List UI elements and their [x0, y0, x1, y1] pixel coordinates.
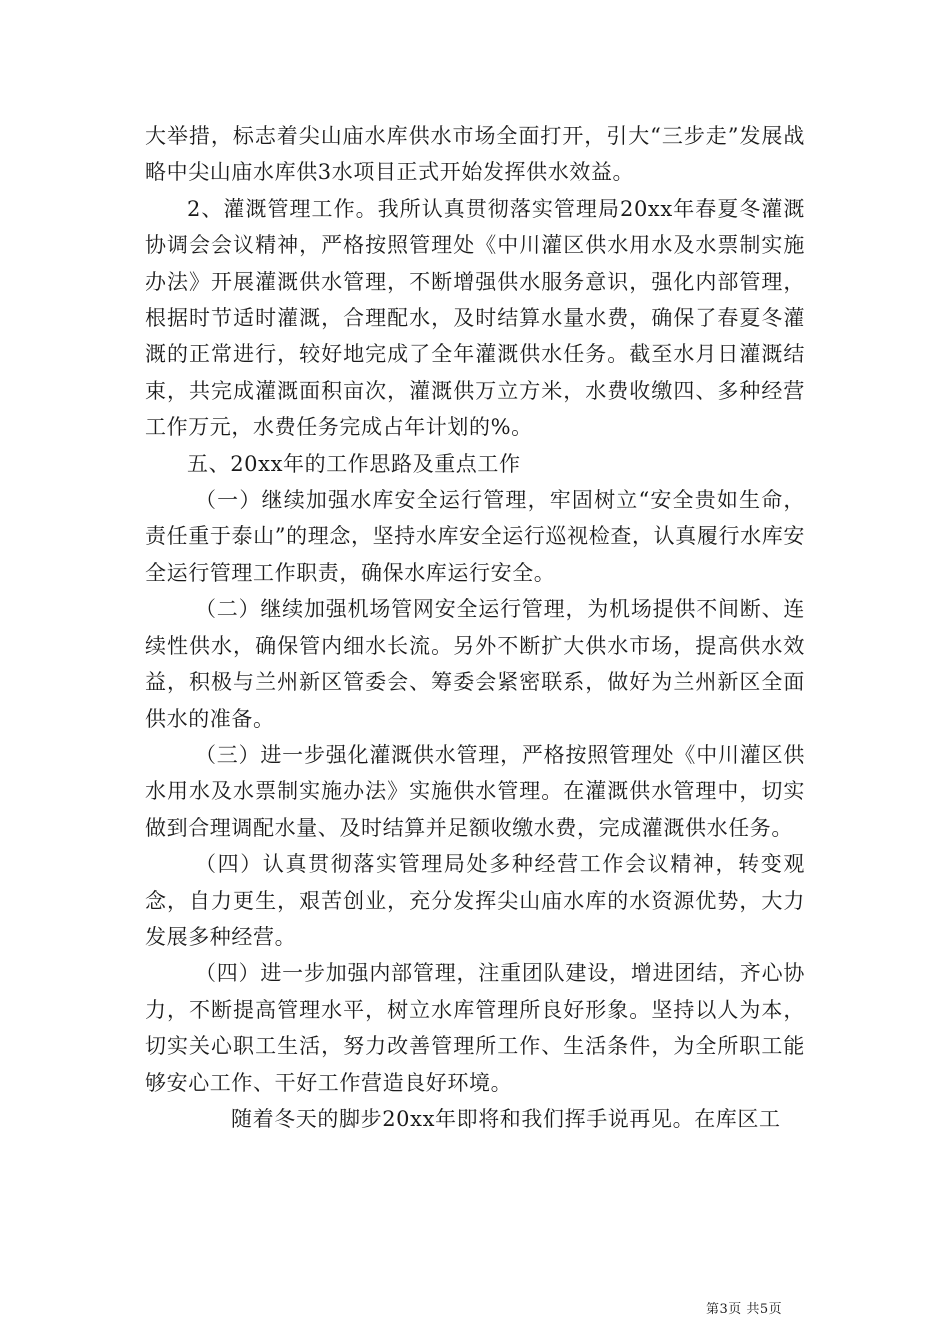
paragraph-closing: 随着冬天的脚步20xx年即将和我们挥手说再见。在库区工 — [231, 1106, 781, 1131]
paragraph-item-3: （三）进一步强化灌溉供水管理，严格按照管理处《中川灌区供水用水及水票制实施办法》实施供水管理。在灌溉供水管理中，切实做到合理调配水量、及时结算并足额收缴水费，完成灌溉供水任务。 — [145, 742, 805, 840]
document-body — [145, 118, 805, 1137]
paragraph-item-5: （四）进一步加强内部管理，注重团队建设，增进团结，齐心协力，不断提高管理水平，树立水库管理所良好形象。坚持以人为本，切实关心职工生活，努力改善管理所工作、生活条件，为全所职工能够安心工作、干好工作营造良好环境。 — [145, 961, 805, 1095]
paragraph-continuation: 大举措，标志着尖山庙水库供水市场全面打开，引大“三步走”发展战略中尖山庙水库供3水项目正式开始发挥供水效益。 — [145, 124, 805, 185]
page-number: 第3页 共5页 — [706, 1302, 783, 1317]
paragraph-item-4: （四）认真贯彻落实管理局处多种经营工作会议精神，转变观念，自力更生，艰苦创业，充分发挥尖山庙水库的水资源优势，大力发展多种经营。 — [145, 852, 805, 949]
paragraph-irrigation-management: 2、灌溉管理工作。我所认真贯彻落实管理局20xx年春夏冬灌溉协调会会议精神，严格按照管理处《中川灌区供水用水及水票制实施办法》开展灌溉供水管理，不断增强供水服务意识，强化内部管理，根据时节适时灌溉，合理配水，及时结算水量水费，确保了春夏冬灌溉的正常进行，较好地完成了全年灌溉供水任务。截至水月日灌溉结束，共完成灌溉面积亩次，灌溉供万立方米，水费收缴四、多种经营工作万元，水费任务完成占年计划的%。 — [145, 196, 805, 440]
paragraph-item-1: （一）继续加强水库安全运行管理，牢固树立“安全贵如生命，责任重于泰山”的理念，坚持水库安全运行巡视检查，认真履行水库安全运行管理工作职责，确保水库运行安全。 — [145, 488, 805, 585]
paragraph-item-2: （二）继续加强机场管网安全运行管理，为机场提供不间断、连续性供水，确保管内细水长流。另外不断扩大供水市场，提高供水效益，积极与兰州新区管委会、筹委会紧密联系，做好为兰州新区全面供水的准备。 — [145, 597, 805, 731]
section-heading-work-plan: 五、20xx年的工作思路及重点工作 — [187, 451, 521, 476]
